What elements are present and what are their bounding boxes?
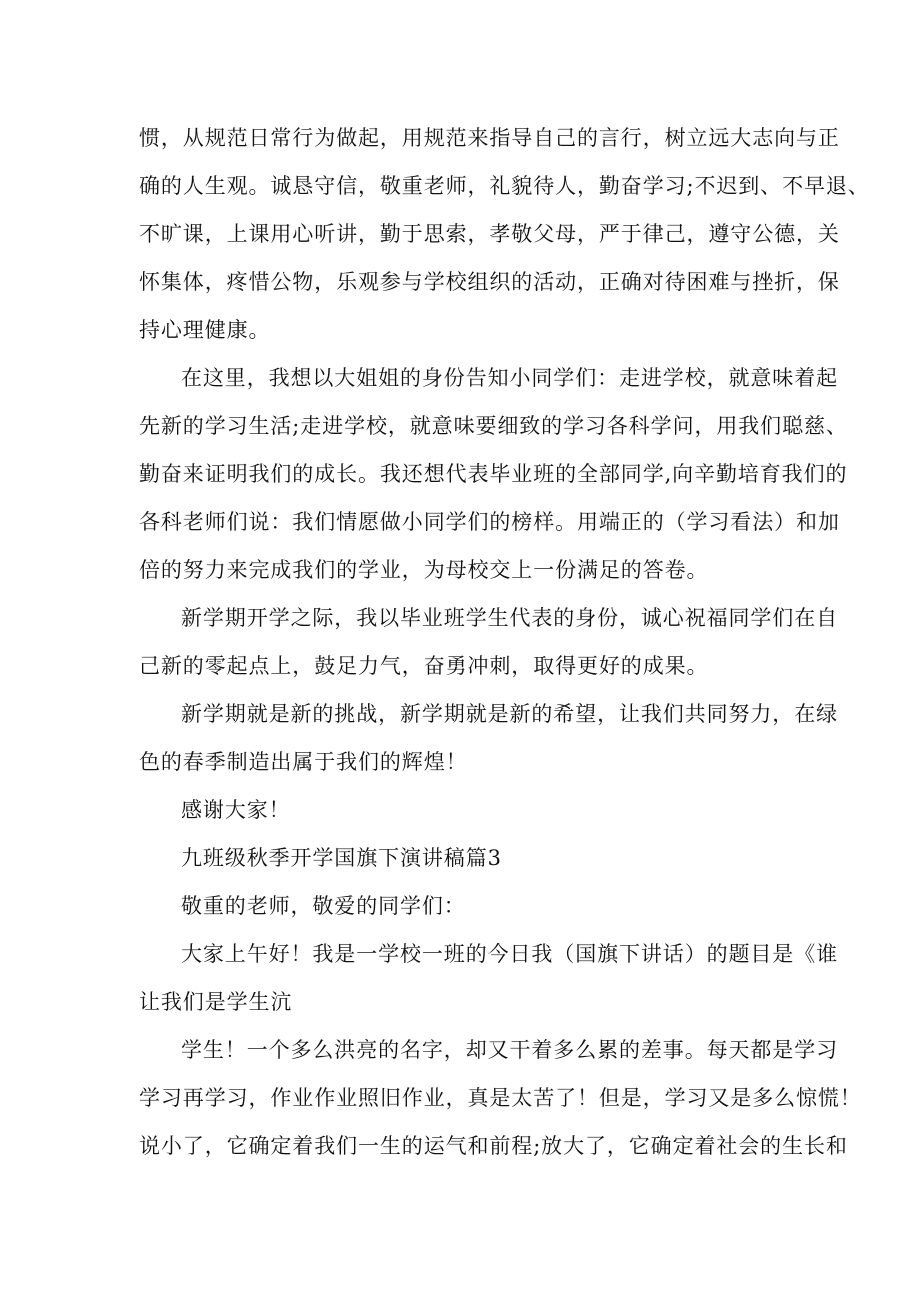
section-heading: 九班级秋季开学国旗下演讲稿篇3 <box>181 846 502 870</box>
text-line: 惯，从规范日常行为做起，用规范来指导自己的言行，树立远大志向与正 <box>139 126 840 150</box>
text-line: 不旷课，上课用心听讲，勤于思索，孝敬父母，严于律己，遵守公德，关 <box>139 222 840 246</box>
salutation: 敬重的老师，敬爱的同学们： <box>181 894 466 918</box>
text-line: 怀集体，疼惜公物，乐观参与学校组织的活动，正确对待困难与挫折，保 <box>139 270 840 294</box>
text-line: 新学期开学之际，我以毕业班学生代表的身份，诚心祝福同学们在自 <box>181 606 838 630</box>
text-line: 让我们是学生沆 <box>139 990 293 1014</box>
text-line: 感谢大家！ <box>181 798 291 822</box>
text-line: 说小了，它确定着我们一生的运气和前程;放大了，它确定着社会的生长和 <box>139 1134 848 1158</box>
text-line: 学习再学习，作业作业照旧作业，真是太苦了！但是，学习又是多么惊慌！ <box>139 1086 862 1110</box>
text-line: 学生！一个多么洪亮的名字，却又干着多么累的差事。每天都是学习 <box>181 1038 838 1062</box>
text-line: 在这里，我想以大姐姐的身份告知小同学们：走进学校，就意味着起 <box>181 366 838 390</box>
text-line: 大家上午好！我是一学校一班的今日我（国旗下讲话）的题目是《谁 <box>181 942 838 966</box>
text-line: 先新的学习生活;走进学校，就意味要细致的学习各科学问，用我们聪慈、 <box>139 414 848 438</box>
text-line: 倍的努力来完成我们的学业，为母校交上一份满足的答卷。 <box>139 558 709 582</box>
text-line: 持心理健康。 <box>139 318 271 342</box>
text-line: 勤奋来证明我们的成长。我还想代表毕业班的全部同学,向辛勤培育我们的 <box>139 462 848 486</box>
text-line: 新学期就是新的挑战，新学期就是新的希望，让我们共同努力，在绿 <box>181 702 838 726</box>
text-line: 确的人生观。诚恳守信，敬重老师，礼貌待人，勤奋学习;不迟到、不早退、 <box>139 174 870 198</box>
text-line: 各科老师们说：我们情愿做小同学们的榜样。用端正的（学习看法）和加 <box>139 510 840 534</box>
text-line: 色的春季制造出属于我们的辉煌！ <box>139 750 468 774</box>
text-line: 己新的零起点上，鼓足力气，奋勇冲刺，取得更好的成果。 <box>139 654 709 678</box>
